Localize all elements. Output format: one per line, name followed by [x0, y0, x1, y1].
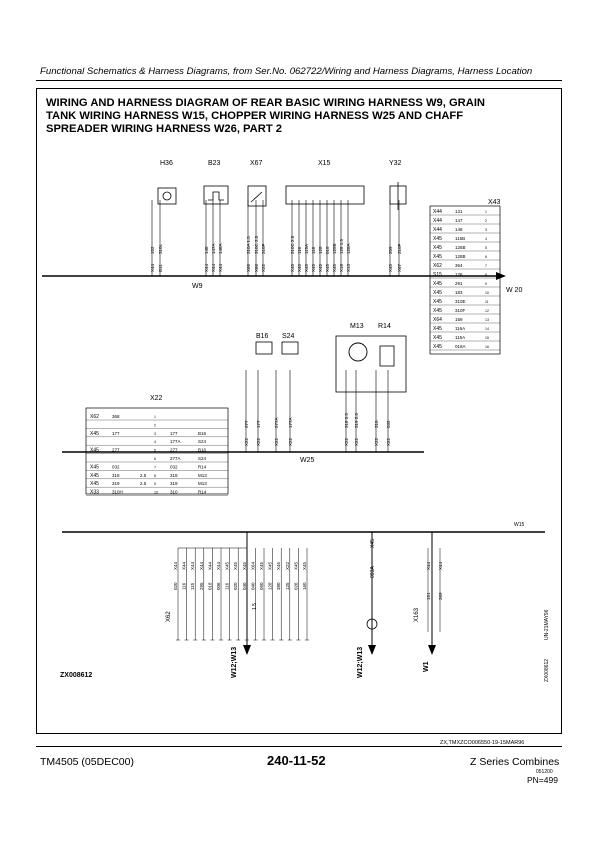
w9-wire-conn: X32 — [261, 263, 266, 272]
w15-wire-conn: X45 — [267, 561, 273, 570]
x43-row-conn: X45 — [433, 245, 442, 251]
w9-wire-label: 310F — [397, 243, 402, 254]
w15-wire-label: 006 — [216, 582, 221, 590]
x43-row-wire: 183 — [455, 290, 463, 295]
w15-wire-conn: X64 — [250, 561, 256, 570]
w15-wire-conn: X45 — [293, 561, 299, 570]
w9-wire-conn: X45 — [325, 263, 330, 272]
w15-wire-conn: X44 — [216, 561, 221, 570]
x22-row-wire: 318 — [112, 472, 120, 478]
x43-row-pin: 2 — [485, 219, 487, 223]
w9-wire-conn: B11 — [158, 264, 163, 272]
label-m13: M13 — [350, 323, 364, 330]
w15-wire-label: 090 — [259, 582, 264, 590]
label-b23: B23 — [208, 160, 221, 167]
x43-row-wire: 018A — [455, 344, 466, 349]
w15-wire-conn: X44 — [181, 561, 187, 570]
x22-row-wire: 277 — [112, 447, 120, 453]
w9-wire-label: 209 — [388, 246, 393, 254]
m13-r14-box — [336, 336, 406, 392]
w15-right-label: 369 — [438, 592, 443, 600]
x22-row-pin: 7 — [154, 465, 156, 470]
x22-row-conn: X45 — [90, 430, 99, 437]
w9-wire-label: 128 — [318, 246, 323, 254]
x22-row-wire2: 032 — [170, 464, 178, 470]
w9-wire-label: 148A — [218, 243, 223, 254]
x22-row-wire: 368 — [112, 414, 120, 419]
w15-wire-conn: X45 — [259, 561, 264, 570]
label-x22: X22 — [150, 395, 163, 402]
x43-row-pin: 6 — [485, 255, 487, 259]
m13-motor-symbol — [349, 343, 367, 361]
w25-wire-label: 177 — [256, 420, 261, 428]
w9-wire-conn: X67 — [397, 263, 402, 272]
title-line-3: SPREADER WIRING HARNESS W26, PART 2 — [46, 123, 283, 135]
w15-wire-label: 018 — [207, 582, 213, 590]
x22-row-dest: R14 — [198, 489, 207, 495]
label-side-a: UN-21MAY96 — [544, 609, 550, 640]
label-dest-3: W1 — [423, 661, 430, 672]
s24-box — [282, 342, 298, 354]
x43-row-conn: X45 — [433, 299, 442, 305]
label-b16: B16 — [256, 333, 269, 340]
w9-drop-wires — [150, 200, 402, 276]
w9-wire-conn: X45 — [304, 263, 309, 272]
w9-wire-conn: X45 — [297, 263, 302, 272]
x22-row-conn: X45 — [90, 472, 99, 479]
w15-wire-label: 160 — [302, 582, 307, 590]
manual-id: TM4505 (05DEC00) — [40, 756, 134, 768]
x43-row-conn: X45 — [433, 335, 442, 341]
x43-row-wire: 159 — [455, 317, 463, 322]
w9-wire-conn: X44 — [204, 263, 209, 272]
label-x43: X43 — [488, 199, 501, 206]
w25-wire-conn: X22 — [256, 437, 261, 446]
r14-box — [380, 346, 394, 366]
footer-rule — [36, 746, 562, 747]
w9-wire-conn: X45 — [318, 263, 323, 272]
x43-row-pin: 8 — [485, 273, 487, 277]
page-number: 240-11-52 — [267, 753, 326, 768]
w9-wire-conn: X44 — [211, 263, 216, 272]
w15-wire-label: 380 — [276, 582, 282, 590]
w15-wire-conn: X44 — [190, 561, 196, 570]
x43-row-conn: X45 — [433, 254, 442, 260]
w9-wire-label: 116 — [297, 246, 302, 254]
x22-row-wire: 177 — [112, 430, 120, 436]
w9-wire-conn: X45 — [290, 263, 295, 272]
w12-w13-arrow-2 — [368, 645, 376, 655]
w15-wire-label: 116 — [181, 582, 187, 590]
x22-row-size: 2.5 — [140, 472, 147, 478]
x22-row-wire: 032 — [112, 464, 120, 470]
title-line-2: TANK WIRING HARNESS W15, CHOPPER WIRING HARNESS W25 AND CHAFF — [46, 110, 464, 122]
w15-wire-conn: X45 — [276, 561, 282, 570]
x22-row-wire: 319 — [112, 481, 120, 487]
label-w15-mid-wire: 093A — [370, 566, 376, 578]
x43-row-conn: X45 — [433, 344, 442, 350]
w9-wire-conn: X66 — [254, 263, 259, 272]
x22-row-wire2: 277 — [170, 447, 178, 453]
x43-row-conn: X44 — [433, 218, 442, 224]
x22-row-pin: 3 — [154, 431, 156, 436]
w9-wire-label: 147A — [211, 243, 216, 254]
reference-code: ZX,TMXZCO006550-19-15MAR96 — [440, 740, 525, 746]
product-name: Z Series Combines — [470, 756, 560, 768]
running-header: Functional Schematics & Harness Diagrams, from Ser.No. 062722/Wiring and Harness Diagrams, Harness Location — [40, 66, 533, 77]
w15-wire-label: 128 — [267, 582, 273, 590]
x43-row-conn: X45 — [433, 281, 442, 287]
x43-row-wire: 364 — [455, 263, 463, 268]
label-w20: W 20 — [506, 287, 523, 294]
h36-box — [158, 188, 176, 204]
x43-row-conn: X64 — [433, 317, 442, 323]
x43-row-wire: 131 — [455, 209, 463, 214]
x43-row-conn: X45 — [433, 326, 442, 332]
x43-row-pin: 1 — [485, 210, 487, 214]
w25-wire-label: 177A — [288, 417, 293, 428]
x43-row-conn: S15 — [433, 272, 442, 278]
w25-wire-label: 277 — [244, 420, 249, 428]
b16-box — [256, 342, 272, 354]
w9-wire-label: 310A 1.5 — [246, 236, 251, 254]
w15-wire-label: 295 — [198, 582, 204, 590]
x43-row-pin: 5 — [485, 246, 487, 250]
w9-wire-label: 310L — [158, 243, 163, 254]
w9-wire-label: 116 — [311, 246, 316, 254]
w15-wire-conn: X45 — [302, 561, 307, 570]
w15-drop-wires — [173, 548, 443, 640]
x22-row-dest: M13 — [198, 481, 207, 487]
w15-wire-conn: X44 — [173, 561, 178, 570]
w1-arrow — [428, 645, 436, 655]
w15-wire-label: 020 — [233, 582, 239, 590]
w25-wire-label: 310 — [374, 420, 379, 428]
x43-row-conn: X44 — [433, 227, 442, 233]
x43-row-conn: X45 — [433, 290, 442, 296]
w9-wire-conn: X45 — [332, 263, 337, 272]
x22-row-pin: 10 — [154, 490, 158, 495]
x43-row-wire: 116B — [455, 236, 466, 241]
w25-wire-conn: X22 — [274, 437, 279, 446]
w9-wire-label: 310C 2.5 — [254, 235, 259, 254]
date-code: 051200 — [536, 769, 553, 775]
w15-wire-label: 020 — [173, 582, 178, 590]
label-dest-1: W12;W13 — [231, 646, 238, 678]
x22-row-pin: 5 — [154, 448, 156, 453]
x43-row-wire: 126 — [455, 272, 463, 277]
w9-wire-conn: X13 — [346, 263, 351, 272]
label-w15-mid-conn: X45 — [370, 539, 376, 548]
x22-row-dest: S24 — [198, 456, 207, 461]
label-x67: X67 — [250, 160, 263, 167]
w15-wire-conn: X45 — [241, 561, 247, 570]
label-w15-size: 1.5 — [252, 603, 258, 610]
w25-wire-label: 318 2.5 — [344, 412, 349, 428]
w9-wire-label: 018 — [325, 246, 330, 254]
w15-wire-label: 040 — [250, 582, 256, 590]
w9-wire-label: 310C 2.5 — [290, 235, 295, 254]
w9-wire-label: 128A — [346, 243, 351, 254]
x22-row-pin: 4 — [154, 440, 156, 445]
x43-row-wire: 291 — [455, 281, 463, 286]
h36-symbol — [163, 192, 171, 200]
label-side-b: ZX008612 — [544, 658, 550, 682]
w25-wire-conn: X22 — [386, 437, 391, 446]
x22-row-wire2: 177A — [170, 439, 181, 445]
w9-wire-conn: X45 — [388, 263, 393, 272]
x22-row-wire2: 177 — [170, 430, 178, 436]
w15-wire-conn: X22 — [284, 561, 290, 570]
x43-row-pin: 10 — [485, 291, 489, 295]
x22-row-wire: 310H — [112, 489, 123, 495]
x22-row-pin: 6 — [154, 457, 156, 461]
w15-wire-conn: X44 — [207, 561, 213, 570]
x43-row-pin: 7 — [485, 264, 487, 268]
x22-rows — [86, 414, 228, 496]
label-x15: X15 — [318, 160, 331, 167]
x22-row-pin: 9 — [154, 482, 156, 487]
w15-wire-label: 040 — [241, 582, 247, 590]
x22-row-conn: X33 — [90, 489, 99, 496]
w15-wire-label: 116 — [224, 582, 230, 590]
x22-row-conn: X45 — [90, 447, 99, 454]
w9-wire-label: 115A — [304, 243, 309, 254]
w25-wire-conn: X22 — [344, 437, 349, 446]
pn-code: PN=499 — [527, 775, 558, 785]
label-x163: X163 — [414, 607, 420, 622]
w15-right-label: 151 — [426, 592, 431, 600]
x22-row-dest: R14 — [198, 464, 207, 470]
w25-wire-label: 277A — [274, 417, 279, 428]
w15-wire-label: 115 — [190, 582, 196, 590]
label-s24: S24 — [282, 333, 295, 340]
w25-wire-label: 032 — [386, 420, 391, 428]
label-x62: X62 — [166, 611, 172, 622]
x22-row-wire2: 318 — [170, 472, 178, 478]
w15-wire-conn: X44 — [198, 561, 204, 570]
x43-row-conn: X62 — [433, 263, 442, 269]
x22-row-pin: 2 — [154, 423, 156, 428]
w25-wire-conn: X22 — [374, 437, 379, 446]
x43-row-pin: 9 — [485, 282, 487, 286]
w9-wire-label: 148 — [204, 246, 209, 254]
x22-row-size: 2.5 — [140, 481, 147, 487]
x43-row-wire: 128B — [455, 254, 466, 259]
w9-wire-label: 125B — [332, 243, 337, 254]
x22-row-conn: X45 — [90, 481, 99, 488]
w15-wire-conn: X45 — [233, 561, 239, 570]
w9-wire-conn: X45 — [311, 263, 316, 272]
w25-wire-label: 319 2.5 — [354, 412, 359, 428]
x43-row-pin: 16 — [485, 345, 489, 349]
w25-drop-wires — [244, 370, 391, 452]
label-w15: W15 — [514, 522, 525, 528]
x43-row-wire: 310E — [455, 299, 466, 304]
w15-right-conn: X44 — [438, 561, 443, 570]
x22-row-dest: S24 — [198, 439, 207, 445]
x43-row-conn: X45 — [433, 308, 442, 314]
x22-row-pin: 8 — [154, 473, 156, 478]
x43-row-wire: 147 — [455, 218, 463, 223]
w15-right-conn: X44 — [426, 561, 431, 570]
x22-row-wire2: 310 — [170, 489, 178, 495]
label-w9: W9 — [192, 283, 203, 290]
b23-box — [204, 186, 228, 204]
x22-row-conn: X62 — [90, 414, 99, 420]
label-w25: W25 — [300, 457, 315, 464]
x43-row-conn: X44 — [433, 209, 442, 215]
w9-wire-conn: X18 — [339, 263, 344, 272]
x43-row-conn: X45 — [433, 236, 442, 242]
title-line-1: WIRING AND HARNESS DIAGRAM OF REAR BASIC WIRING HARNESS W9, GRAIN — [46, 97, 486, 109]
w9-wire-label: 128 1.5 — [339, 238, 344, 254]
label-h36: H36 — [160, 160, 173, 167]
x22-row-dest: B16 — [198, 447, 207, 453]
w15-wire-label: 026 — [293, 582, 299, 590]
label-diagram-code: ZX008612 — [60, 672, 93, 679]
x43-row-wire: 310F — [455, 308, 466, 313]
x22-row-wire2: 277A — [170, 456, 181, 461]
w25-wire-conn: X22 — [354, 437, 359, 446]
label-dest-2: W12;W13 — [357, 646, 364, 678]
w25-wire-conn: X22 — [288, 437, 293, 446]
w12-w13-arrow-1 — [243, 645, 251, 655]
w9-wire-conn: X44 — [218, 263, 223, 272]
w9-wire-conn: X66 — [246, 263, 251, 272]
w20-arrow — [496, 272, 506, 280]
x43-row-pin: 11 — [485, 300, 489, 304]
x43-row-pin: 4 — [485, 237, 487, 241]
x22-row-dest: B16 — [198, 430, 207, 436]
x15-box — [286, 186, 364, 204]
w9-wire-conn: X44 — [150, 263, 155, 272]
x43-row-wire: 148 — [455, 227, 463, 232]
w15-wire-conn: X45 — [224, 561, 230, 570]
x22-row-dest: M13 — [198, 472, 207, 478]
x43-row-pin: 12 — [485, 309, 489, 313]
w9-wire-label: 310P — [261, 243, 266, 254]
x22-row-pin: 1 — [154, 415, 156, 419]
x43-row-pin: 3 — [485, 228, 487, 232]
label-y32: Y32 — [389, 160, 402, 167]
x22-row-conn: X45 — [90, 464, 99, 471]
w15-wire-label: 125 — [284, 582, 290, 590]
x43-row-wire: 116A — [455, 326, 466, 331]
x43-row-pin: 13 — [485, 318, 489, 322]
w9-wire-label: 152 — [150, 246, 155, 254]
w25-wire-conn: X22 — [244, 437, 249, 446]
x43-row-pin: 14 — [485, 327, 489, 331]
x43-row-wire: 125B — [455, 245, 466, 250]
x43-row-wire: 115A — [455, 335, 466, 340]
x43-row-pin: 15 — [485, 336, 489, 340]
label-r14: R14 — [378, 323, 391, 330]
x22-row-wire2: 319 — [170, 481, 178, 487]
x43-rows — [430, 209, 500, 350]
